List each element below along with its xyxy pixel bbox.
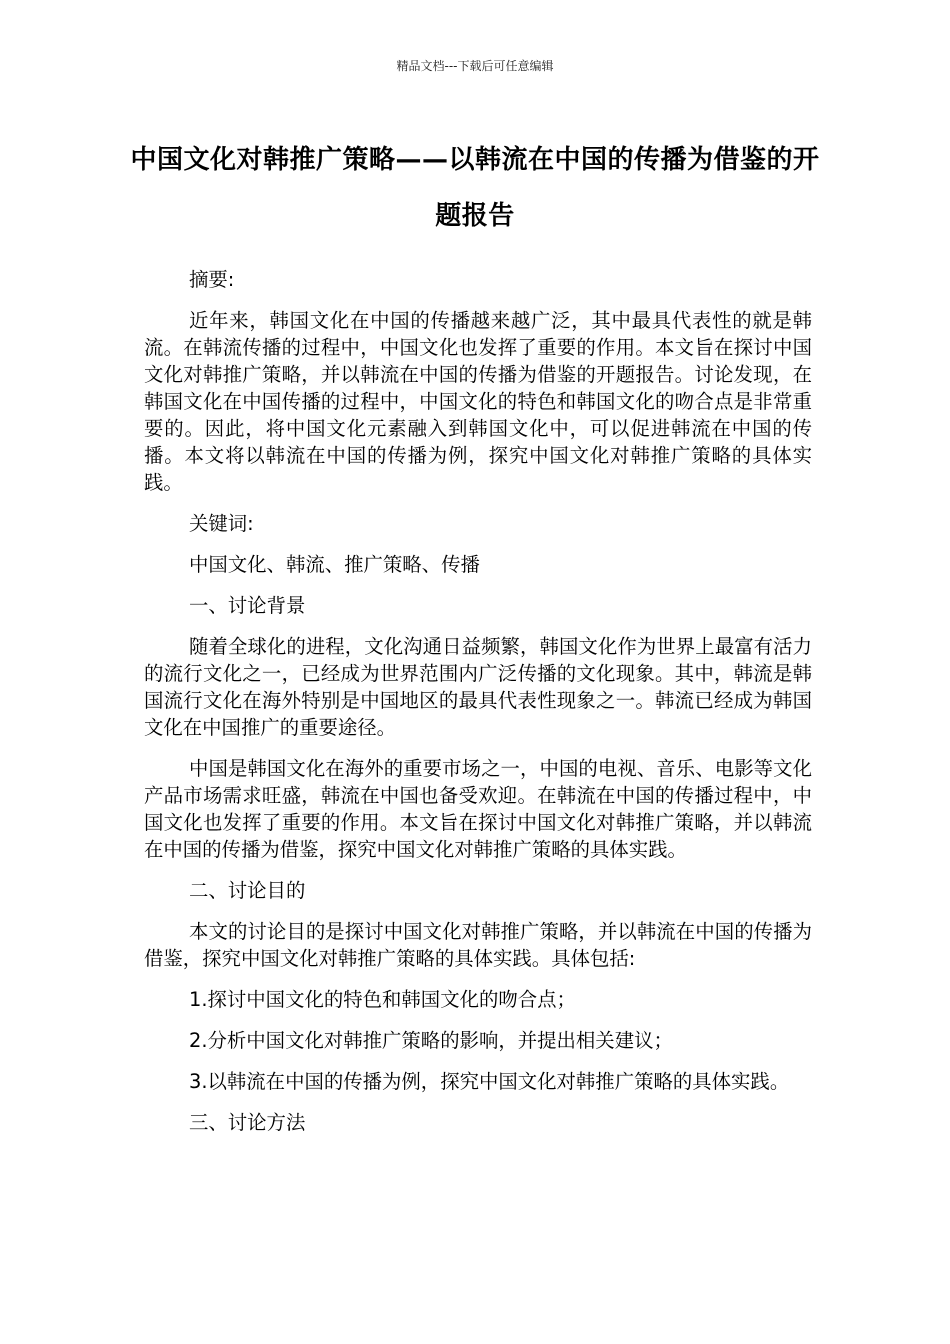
page-header: 精品文档---下载后可任意编辑 [396,59,554,73]
abstract-label: 摘要: [189,268,235,291]
purpose-item-1: 1.探讨中国文化的特色和韩国文化的吻合点； [189,988,576,1011]
keywords-label: 关键词: [189,512,254,535]
background-paragraph-1: 随着全球化的进程，文化沟通日益频繁，韩国文化作为世界上最富有活力的流行文化之一，已经成为世界范围内广泛传播的文化现象。其中，韩流是韩国流行文化在海外特别是中国地区的最具代表性现象之一。韩流已经成为韩国文化在中国推广的重要途径。 [144,635,812,739]
purpose-item-3: 3.以韩流在中国的传播为例，探究中国文化对韩推广策略的具体实践。 [189,1070,790,1093]
document-body [144,266,812,1150]
keywords-list: 中国文化、韩流、推广策略、传播 [189,553,480,576]
purpose-item-2: 2.分析中国文化对韩推广策略的影响，并提出相关建议； [189,1029,673,1052]
section-heading-purpose: 二、讨论目的 [189,879,306,902]
section-heading-method: 三、讨论方法 [189,1111,306,1134]
purpose-paragraph: 本文的讨论目的是探讨中国文化对韩推广策略，并以韩流在中国的传播为借鉴，探究中国文化对韩推广策略的具体实践。具体包括: [144,920,812,970]
abstract-paragraph: 近年来，韩国文化在中国的传播越来越广泛，其中最具代表性的就是韩流。在韩流传播的过程中，中国文化也发挥了重要的作用。本文旨在探讨中国文化对韩推广策略，并以韩流在中国的传播为借鉴的开题报告。讨论发现，在韩国文化在中国传播的过程中，中国文化的特色和韩国文化的吻合点是非常重要的。因此，将中国文化元素融入到韩国文化中，可以促进韩流在中国的传播。本文将以韩流在中国的传播为例，探究中国文化对韩推广策略的具体实践。 [144,309,812,494]
document-title: 中国文化对韩推广策略——以韩流在中国的传播为借鉴的开题报告 [130,145,820,231]
section-heading-background: 一、讨论背景 [189,594,306,617]
background-paragraph-2: 中国是韩国文化在海外的重要市场之一，中国的电视、音乐、电影等文化产品市场需求旺盛，韩流在中国也备受欢迎。在韩流在中国的传播过程中，中国文化也发挥了重要的作用。本文旨在探讨中国文化对韩推广策略，并以韩流在中国的传播为借鉴，探究中国文化对韩推广策略的具体实践。 [144,757,812,861]
